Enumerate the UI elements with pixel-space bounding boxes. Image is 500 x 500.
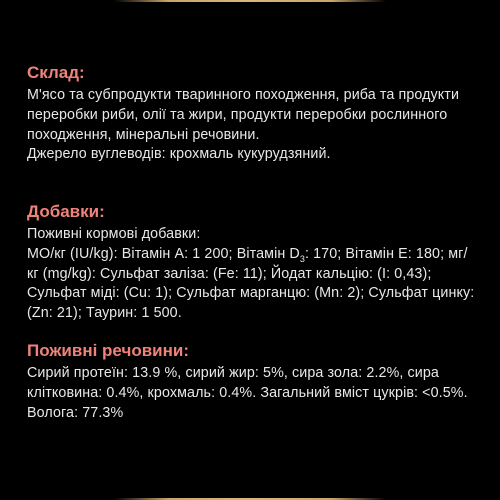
additives-list-part1: МО/кг (IU/kg): Вітамін А: 1 200; Вітамін D xyxy=(27,245,300,262)
top-gold-rule xyxy=(114,0,386,2)
vitamin-d-subscript: 3 xyxy=(299,253,305,264)
nutrients-section xyxy=(27,341,477,423)
additives-body xyxy=(27,225,477,324)
nutrients-heading: Поживні речовини: xyxy=(27,341,189,360)
composition-body xyxy=(27,86,477,165)
composition-section xyxy=(27,63,477,165)
additives-list xyxy=(27,245,477,324)
nutrients-text: Сирий протеїн: 13.9 %, сирий жир: 5%, сира зола: 2.2%, сира клітковина: 0.4%, крохмаль: 0.4%. Загальний вміст цукрів: <0.5%. Волога: 77.3% xyxy=(27,365,468,421)
composition-ingredients: М'ясо та субпродукти тваринного походження, риба та продукти переробки риби, олії та жири, продукти переробки рослинного походження, мінеральні речовини. xyxy=(27,87,460,143)
composition-carb-source: Джерело вуглеводів: крохмаль кукурудзяний. xyxy=(27,146,331,163)
additives-intro: Поживні кормові добавки: xyxy=(27,226,201,242)
additives-section xyxy=(27,202,477,324)
composition-heading: Склад: xyxy=(27,63,85,82)
additives-list-part2: : 170; Вітамін Е: 180; мг/кг (mg/kg): Сульфат заліза: (Fe: 11); Йодат кальцію: (I: 0,43); Сульфат міді: (Cu: 1); Сульфат марганцю: (Mn: 2); Сульфат цинку: (Zn: 21); Таурин: 1 500. xyxy=(27,245,475,322)
additives-heading: Добавки: xyxy=(27,202,105,221)
nutrients-body xyxy=(27,364,477,423)
